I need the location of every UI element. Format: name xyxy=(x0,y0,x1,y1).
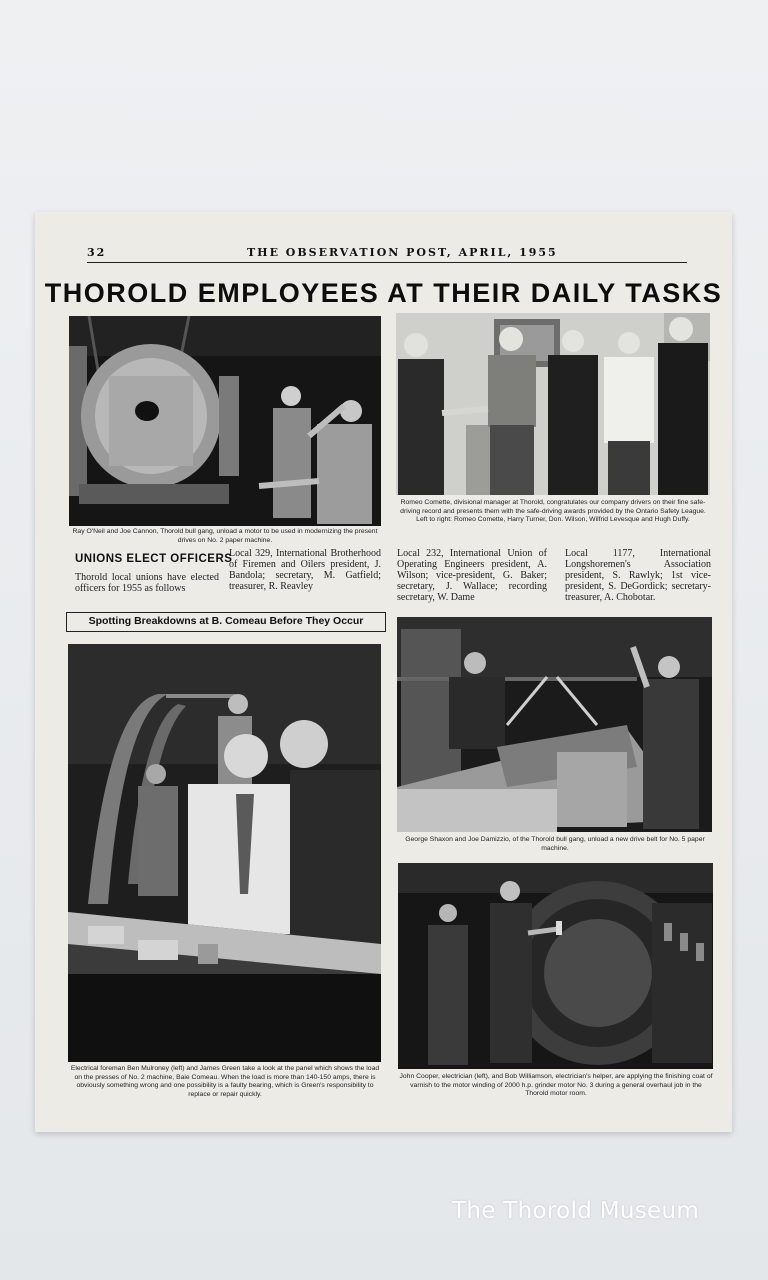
running-header xyxy=(87,246,687,263)
photo-safe-driving-awards xyxy=(396,313,710,495)
photo-electrical-panel xyxy=(68,644,381,1062)
photo-motor-unload xyxy=(69,316,381,526)
page-headline: THOROLD EMPLOYEES AT THEIR DAILY TASKS xyxy=(44,278,723,308)
publication-line: THE OBSERVATION POST, APRIL, 1955 xyxy=(247,246,558,259)
caption-safe-driving-awards: Romeo Comette, divisional manager at Thorold, congratulates our company drivers on their fine safe-driving record and presents them with the safe-driving awards provided by the Ontario Safety League. Left to right: Romeo Comette, Harry Turner, Don. Wilson, Wilfrid Levesque and Hugh Duffy. xyxy=(400,499,706,523)
caption-motor-varnish: John Cooper, electrician (left), and Bob Williamson, electrician's helper, are applying the finishing coat of varnish to the motor winding of 2000 h.p. grinder motor No. 3 during a general overhaul job in the Thorold motor room. xyxy=(399,1073,713,1097)
section-banner: Spotting Breakdowns at B. Comeau Before They Occur xyxy=(66,612,386,632)
unions-intro: Thorold local unions have elected officers for 1955 as follows xyxy=(75,572,219,594)
museum-watermark: The Thorold Museum xyxy=(452,1198,700,1224)
unions-local-232: Local 232, International Union of Operating Engineers president, A. Wilson; vice-president, G. Baker; secretary, J. Wallace; recording secretary, W. Dame xyxy=(397,548,547,603)
caption-drive-belt: George Shaxon and Joe Damizzio, of the Thorold bull gang, unload a new drive belt for No. 5 paper machine. xyxy=(405,836,705,852)
unions-local-1177: Local 1177, International Longshoremen's Association president, S. Rawlyk; 1st vice-president, S. DeGordick; secretary-treasurer, A. Chobotar. xyxy=(565,548,711,603)
page-number: 32 xyxy=(87,246,107,259)
caption-electrical-panel: Electrical foreman Ben Mulroney (left) and James Green take a look at the panel which shows the load on the presses of No. 2 machine, Baie Comeau. When the load is more than 140-150 amps, there is obviously something wrong and one possibility is a faulty bearing, which is Green's responsibility to replace or repair quickly. xyxy=(70,1065,380,1098)
magazine-page xyxy=(35,212,732,1132)
photo-motor-varnish xyxy=(398,863,713,1069)
unions-heading: UNIONS ELECT OFFICERS xyxy=(75,553,233,565)
unions-local-329: Local 329, International Brotherhood of Firemen and Oilers president, J. Bandola; secretary, M. Gatfield; treasurer, R. Reavley xyxy=(229,548,381,592)
photo-drive-belt xyxy=(397,617,712,832)
caption-motor-unload: Ray O'Neil and Joe Cannon, Thorold bull gang, unload a motor to be used in modernizing the present drives on No. 2 paper machine. xyxy=(72,528,378,544)
